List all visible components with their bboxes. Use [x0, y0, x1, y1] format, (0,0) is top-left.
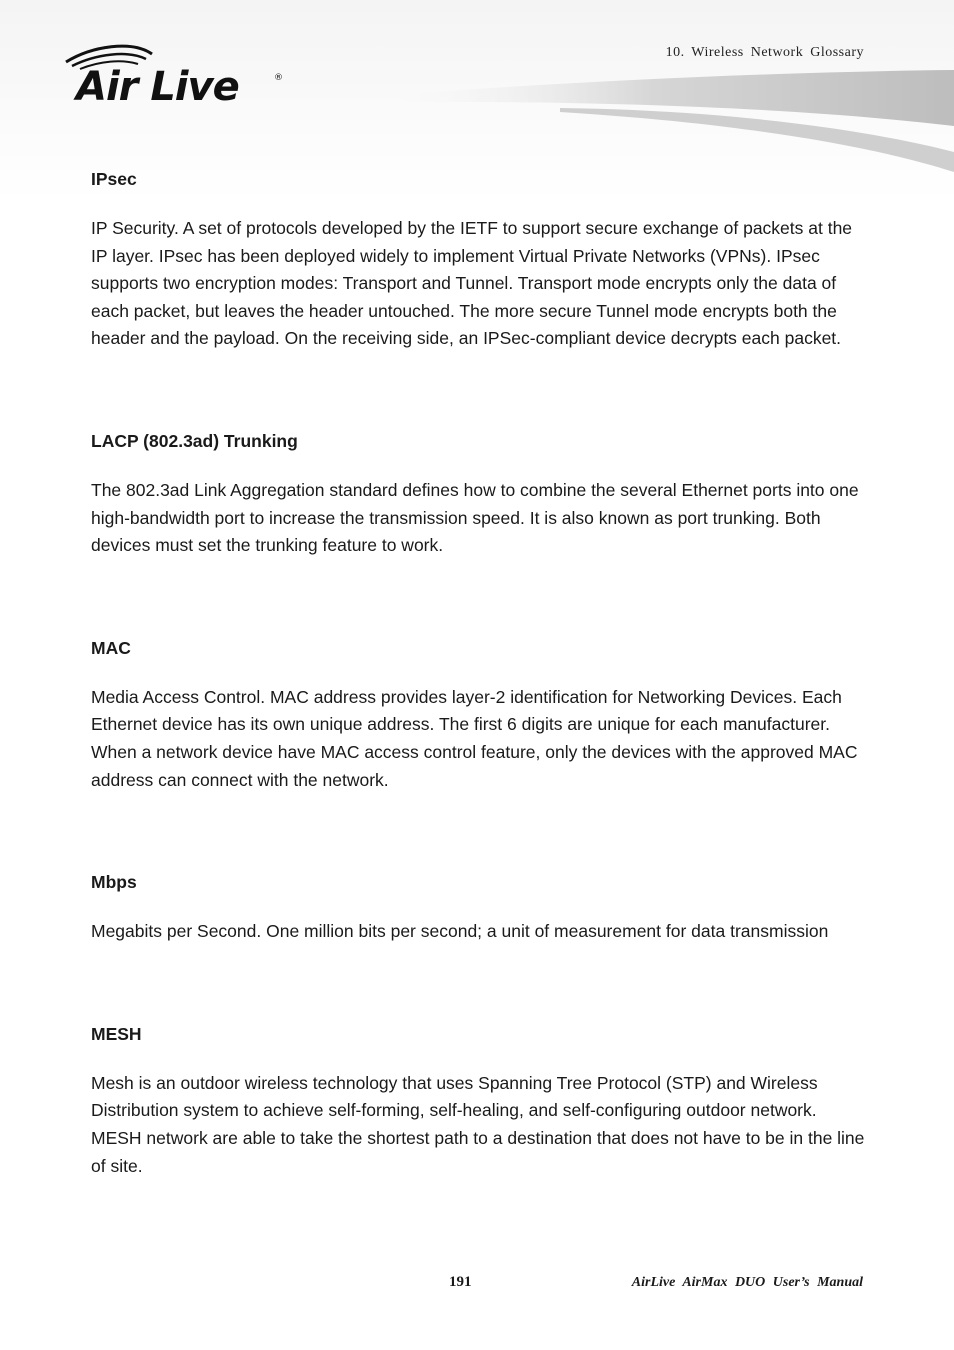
- glossary-entry-lacp: [91, 429, 871, 560]
- entry-term: MESH: [91, 1023, 142, 1044]
- entry-term: LACP (802.3ad) Trunking: [91, 430, 298, 451]
- entry-term: IPsec: [91, 169, 137, 189]
- entry-term: MAC: [91, 637, 131, 658]
- entry-definition: IP Security. A set of protocols developed by the IETF to support secure exchange of packets at the IP layer. IPsec has been deployed widely to implement Virtual Private Networks (VPNs). IPsec supports two encryption modes: Transport and Tunnel. Transport mode encrypts only the data of each packet, but leaves the header untouched. The more secure Tunnel mode encrypts both the header and the payload. On the receiving side, an IPSec-compliant device decrypts each packet.: [91, 218, 853, 349]
- entry-definition: The 802.3ad Link Aggregation standard defines how to combine the several Ethernet ports into one high-bandwidth port to increase the transmission speed. It is also known as port trunking. Both devices must set the trunking feature to work.: [91, 479, 859, 556]
- page-number: 191: [449, 1274, 472, 1290]
- entry-definition: Media Access Control. MAC address provides layer-2 identification for Networking Devices. Each Ethernet device has its own unique address. The first 6 digits are unique for each manufacturer. When a network device have MAC access control feature, only the devices with the approved MAC address can connect with the network.: [91, 686, 858, 790]
- svg-text:Air Live: Air Live: [76, 64, 239, 110]
- entry-term: Mbps: [91, 872, 137, 893]
- glossary-entry-ipsec: [91, 167, 871, 353]
- entry-definition: Mesh is an outdoor wireless technology that uses Spanning Tree Protocol (STP) and Wireless Distribution system to achieve self-forming, self-healing, and self-configuring outdoor network. MESH network are able to take the shortest path to a destination that does not have to be in the line of site.: [91, 1072, 865, 1176]
- glossary-entry-mac: [91, 636, 871, 794]
- entry-definition: Megabits per Second. One million bits per second; a unit of measurement for data transmission: [91, 921, 829, 942]
- glossary-entry-mbps: [91, 870, 871, 946]
- svg-text:®: ®: [274, 73, 283, 83]
- manual-title: AirLive AirMax DUO User’s Manual: [631, 1275, 863, 1290]
- chapter-title: 10. Wireless Network Glossary: [665, 45, 864, 60]
- glossary-content: [91, 167, 871, 1256]
- glossary-entry-mesh: [91, 1022, 871, 1180]
- airlive-logo: [62, 42, 292, 112]
